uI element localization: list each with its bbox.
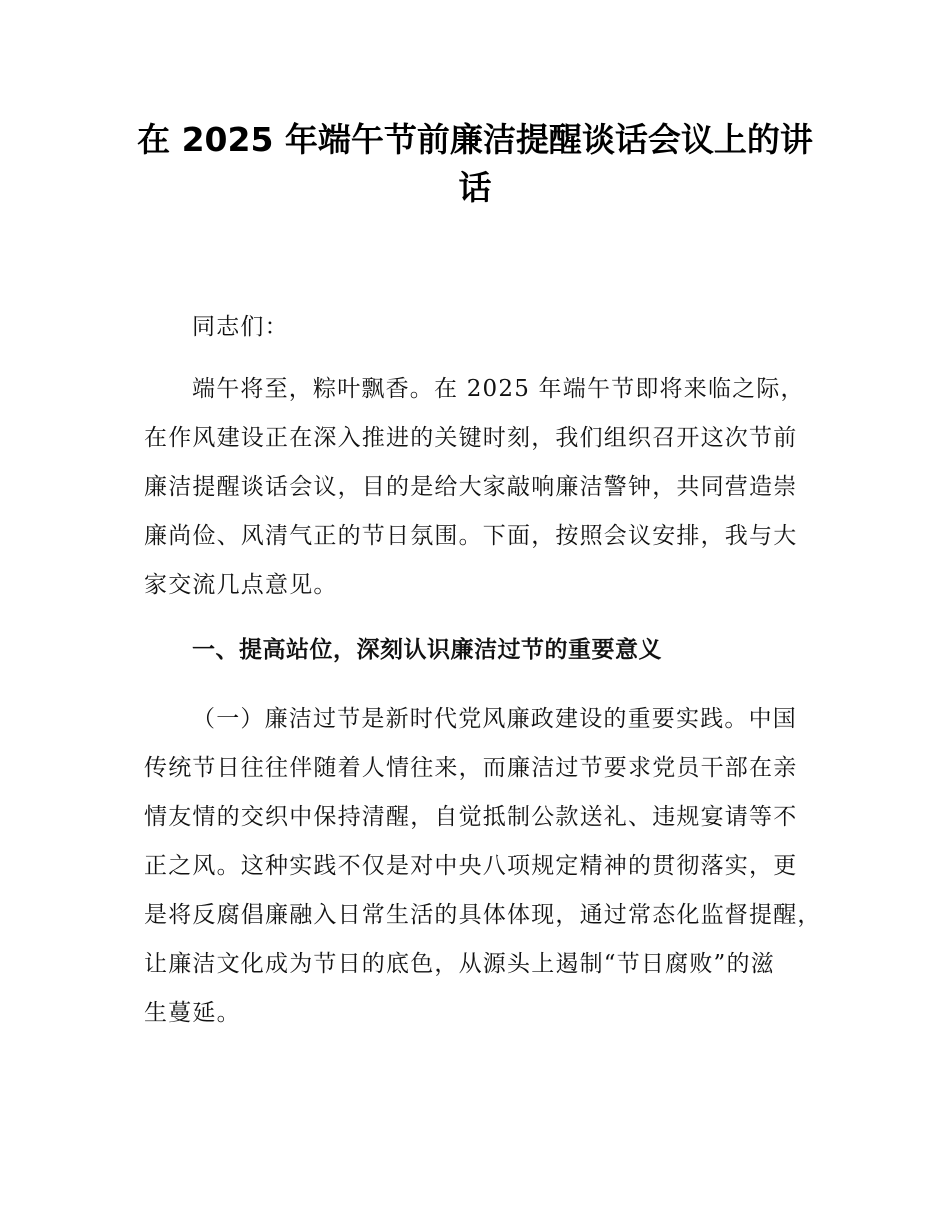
salutation-text: 同志们： [192,314,289,340]
paragraph-1-line-1: 端午将至，粽叶飘香。在 2025 年端午节即将来临之际， [192,376,805,402]
paragraph-1 [144,365,810,610]
paragraph-2-line-1: （一）廉洁过节是新时代党风廉政建设的重要实践。中国 [192,706,797,732]
paragraph-1-line-5: 家交流几点意见。 [144,572,338,598]
paragraph-1-line-2: 在作风建设正在深入推进的关键时刻，我们组织召开这次节前 [144,425,798,451]
salutation [144,303,810,352]
paragraph-2-line-7: 生蔓延。 [144,1000,241,1026]
document-title [120,116,830,212]
paragraph-1-line-3: 廉洁提醒谈话会议，目的是给大家敲响廉洁警钟，共同营造崇 [144,474,798,500]
section-1-heading [144,626,810,675]
paragraph-2-line-6: 让廉洁文化成为节日的底色，从源头上遏制“节日腐败”的滋 [144,951,775,977]
paragraph-2-line-2: 传统节日往往伴随着人情往来，而廉洁过节要求党员干部在亲 [144,755,798,781]
paragraph-2-line-5: 是将反腐倡廉融入日常生活的具体体现，通过常态化监督提醒， [144,902,822,928]
section-1-heading-text: 一、提高站位，深刻认识廉洁过节的重要意义 [192,637,662,663]
paragraph-2 [144,695,822,1038]
paragraph-2-line-3: 情友情的交织中保持清醒，自觉抵制公款送礼、违规宴请等不 [144,804,798,830]
paragraph-1-line-4: 廉尚俭、风清气正的节日氛围。下面，按照会议安排，我与大 [144,523,798,549]
title-line-1: 在 2025 年端午节前廉洁提醒谈话会议上的讲 [137,120,813,159]
paragraph-2-line-4: 正之风。这种实践不仅是对中央八项规定精神的贯彻落实，更 [144,853,798,879]
title-line-2: 话 [458,168,492,207]
